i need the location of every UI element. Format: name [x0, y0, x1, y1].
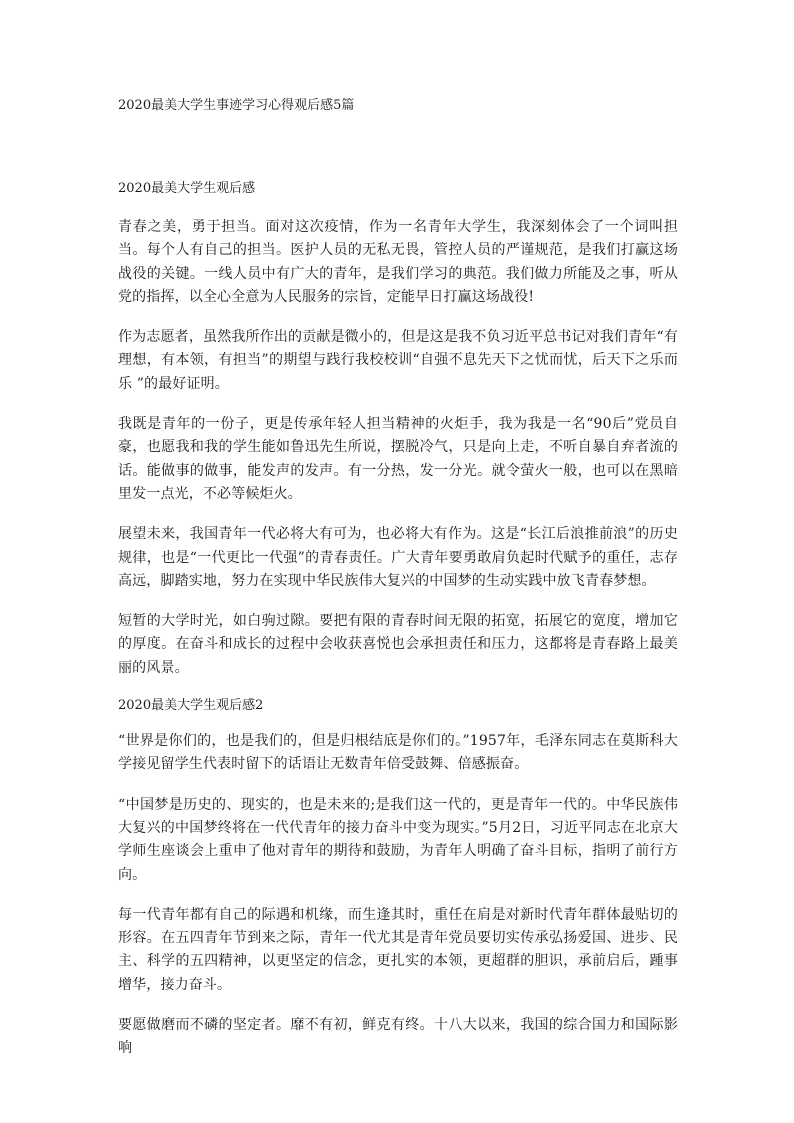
paragraph: 要愿做磨而不磷的坚定者。靡不有初，鲜克有终。十八大以来，我国的综合国力和国际影响: [118, 1017, 678, 1057]
paragraph: 展望未来，我国青年一代必将大有可为，也必将大有作为。这是“长江后浪推前浪”的历史规律，也是“一代更比一代强”的青春责任。广大青年要勇敢肩负起时代赋予的重任，志存高远，脚踏实地，努力在实现中华民族伟大复兴的中国梦的生动实践中放飞青春梦想。: [118, 526, 678, 589]
paragraph: 作为志愿者，虽然我所作出的贡献是微小的，但是这是我不负习近平总书记对我们青年“有理想，有本领，有担当”的期望与践行我校校训“自强不息先天下之忧而忧，后天下之乐而乐 ”的最好证明。: [118, 329, 678, 392]
paragraph: “世界是你们的，也是我们的，但是归根结底是你们的。”1957年，毛泽东同志在莫斯科大学接见留学生代表时留下的话语让无数青年倍受鼓舞、倍感振奋。: [118, 733, 678, 773]
paragraph: 每一代青年都有自己的际遇和机缘，而生逢其时，重任在肩是对新时代青年群体最贴切的形容。在五四青年节到来之际，青年一代尤其是青年党员要切实传承弘扬爱国、进步、民主、科学的五四精神，以更坚定的信念，更扎实的本领，更超群的胆识，承前启后，踵事增华，接力奋斗。: [118, 906, 678, 993]
paragraph: 青春之美，勇于担当。面对这次疫情，作为一名青年大学生，我深刻体会了一个词叫担当。每个人有自己的担当。医护人员的无私无畏，管控人员的严谨规范，是我们打赢这场战役的关键。一线人员中有广大的青年，是我们学习的典范。我们做力所能及之事，听从党的指挥，以全心全意为人民服务的宗旨，定能早日打赢这场战役!: [118, 219, 678, 305]
section-heading: 2020最美大学生观后感2: [118, 698, 264, 714]
paragraph: 我既是青年的一份子，更是传承年轻人担当精神的火炬手，我为我是一名“90后”党员自豪，也愿我和我的学生能如鲁迅先生所说，摆脱冷气，只是向上走，不听自暴自弃者流的话。能做事的做事，能发声的发声。有一分热，发一分光。就令萤火一般，也可以在黑暗里发一点光，不必等候炬火。: [118, 416, 678, 502]
document-title: 2020最美大学生事迹学习心得观后感5篇: [118, 98, 355, 113]
paragraph: 短暂的大学时光，如白驹过隙。要把有限的青春时间无限的拓宽，拓展它的宽度，增加它的厚度。在奋斗和成长的过程中会收获喜悦也会承担责任和压力，这都将是青春路上最美丽的风景。: [118, 613, 678, 676]
document-page: [118, 96, 678, 1061]
section-heading: 2020最美大学生观后感: [118, 181, 256, 196]
paragraph: “中国梦是历史的、现实的，也是未来的;是我们这一代的，更是青年一代的。中华民族伟大复兴的中国梦终将在一代代青年的接力奋斗中变为现实。”5月2日，习近平同志在北京大学师生座谈会上重申了他对青年的期待和鼓励，为青年人明确了奋斗目标，指明了前行方向。: [118, 796, 678, 883]
